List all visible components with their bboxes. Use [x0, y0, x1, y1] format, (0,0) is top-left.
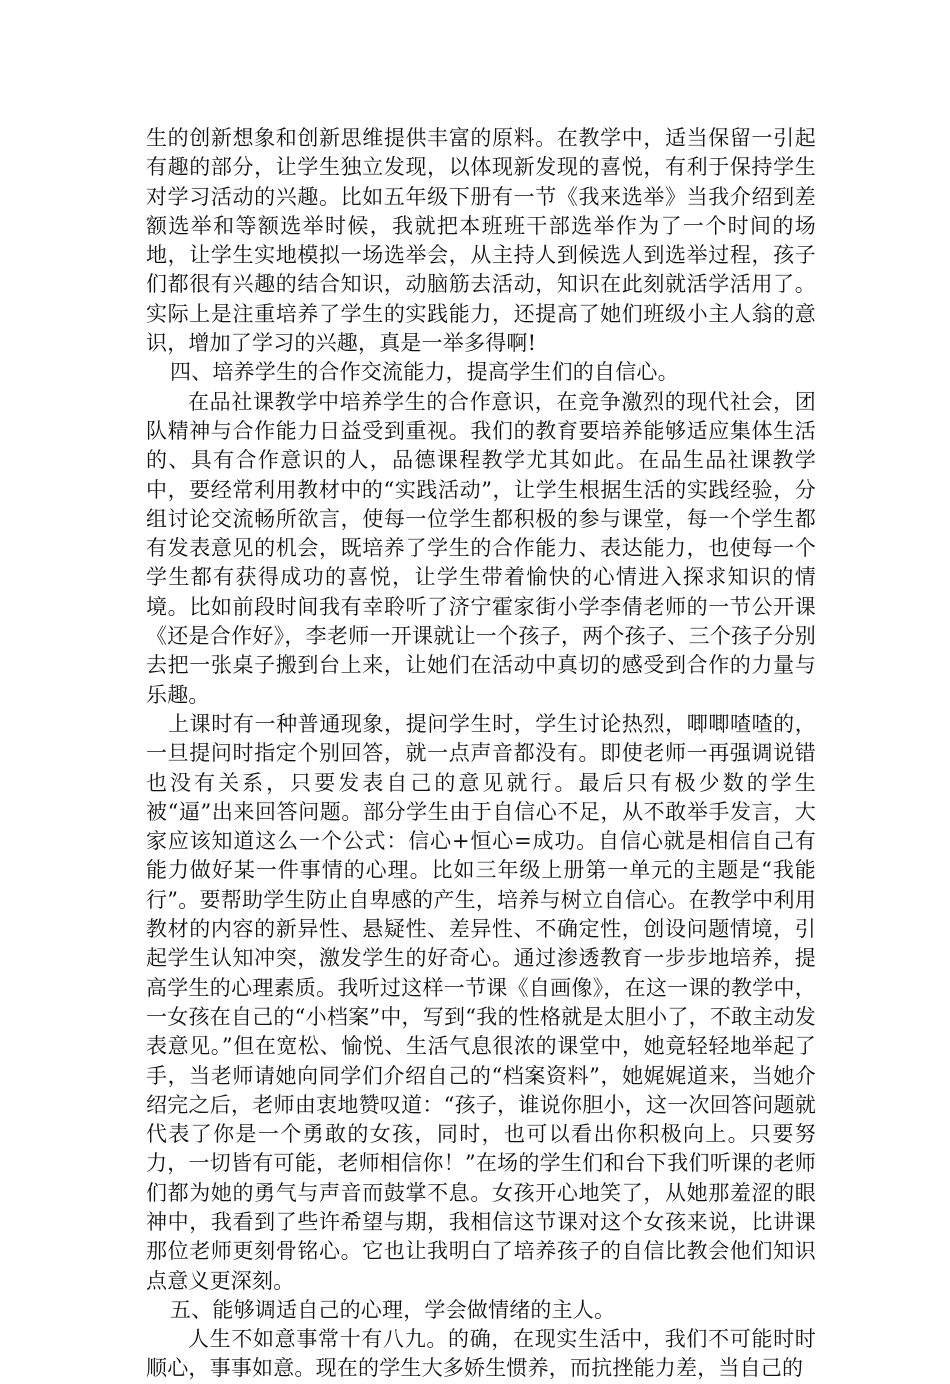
paragraph-4: 人生不如意事常十有八九。的确，在现实生活中，我们不可能时时顺心，事事如意。现在的学生大多娇生惯养，而抗挫能力差，当自己的	[146, 1327, 816, 1381]
section-heading-5: 五、能够调适自己的心理，学会做情绪的主人。	[170, 1297, 616, 1322]
paragraph-3: 上课时有一种普通现象，提问学生时，学生讨论热烈，唧唧喳喳的，一旦提问时指定个别回答，就一点声音都没有。即使老师一再强调说错也没有关系，只要发表自己的意见就行。最后只有极少数的学生被“逼”出来回答问题。部分学生由于自信心不足，从不敢举手发言，大家应该知道这么一个公式：信心+恒心=成功。自信心就是相信自己有能力做好某一件事情的心理。比如三年级上册第一单元的主题是“我能行”。要帮助学生防止自卑感的产生，培养与树立自信心。在教学中利用教材的内容的新异性、悬疑性、差异性、不确定性，创设问题情境，引起学生认知冲突，激发学生的好奇心。通过渗透教育一步步地培养，提高学生的心理素质。我听过这样一节课《自画像》，在这一课的教学中，一女孩在自己的“小档案”中，写到“我的性格就是太胆小了，不敢主动发表意见。”但在宽松、愉悦、生活气息很浓的课堂中，她竟轻轻地举起了手，当老师请她向同学们介绍自己的“档案资料”，她娓娓道来，当她介绍完之后，老师由衷地赞叹道：“孩子，谁说你胆小，这一次回答问题就代表了你是一个勇敢的女孩，同时，也可以看出你积极向上。只要努力，一切皆有可能，老师相信你！”在场的学生们和台下我们听课的老师们都为她的勇气与声音而鼓掌不息。女孩开心地笑了，从她那羞涩的眼神中，我看到了些许希望与期，我相信这节课对这个女孩来说，比讲课那位老师更刻骨铭心。它也让我明白了培养孩子的自信比教会他们知识点意义更深刻。	[146, 711, 816, 1293]
section-heading-4: 四、培养学生的合作交流能力，提高学生们的自信心。	[170, 360, 679, 385]
paragraph-2: 在品社课教学中培养学生的合作意识，在竞争激烈的现代社会，团队精神与合作能力日益受到重视。我们的教育要培养能够适应集体生活的、具有合作意识的人，品德课程教学尤其如此。在品生品社课教学中，要经常利用教材中的“实践活动”，让学生根据生活的实践经验，分组讨论交流畅所欲言，使每一位学生都积极的参与课堂，每一个学生都有发表意见的机会，既培养了学生的合作能力、表达能力，也使每一个学生都有获得成功的喜悦，让学生带着愉快的心情进入探求知识的情境。比如前段时间我有幸聆听了济宁霍家街小学李倩老师的一节公开课《还是合作好》，李老师一开课就让一个孩子，两个孩子、三个孩子分别去把一张桌子搬到台上来，让她们在活动中真切的感受到合作的力量与乐趣。	[146, 389, 816, 707]
paragraph-1: 生的创新想象和创新思维提供丰富的原料。在教学中，适当保留一引起有趣的部分，让学生独立发现，以体现新发现的喜悦，有利于保持学生对学习活动的兴趣。比如五年级下册有一节《我来选举》当我介绍到差额选举和等额选举时候，我就把本班班干部选举作为了一个时间的场地，让学生实地模拟一场选举会，从主持人到候选人到选举过程，孩子们都很有兴趣的结合知识，动脑筋去活动，知识在此刻就活学活用了。实际上是注重培养了学生的实践能力，还提高了她们班级小主人翁的意识，增加了学习的兴趣，真是一举多得啊!	[146, 126, 816, 356]
document-body	[146, 124, 816, 1384]
